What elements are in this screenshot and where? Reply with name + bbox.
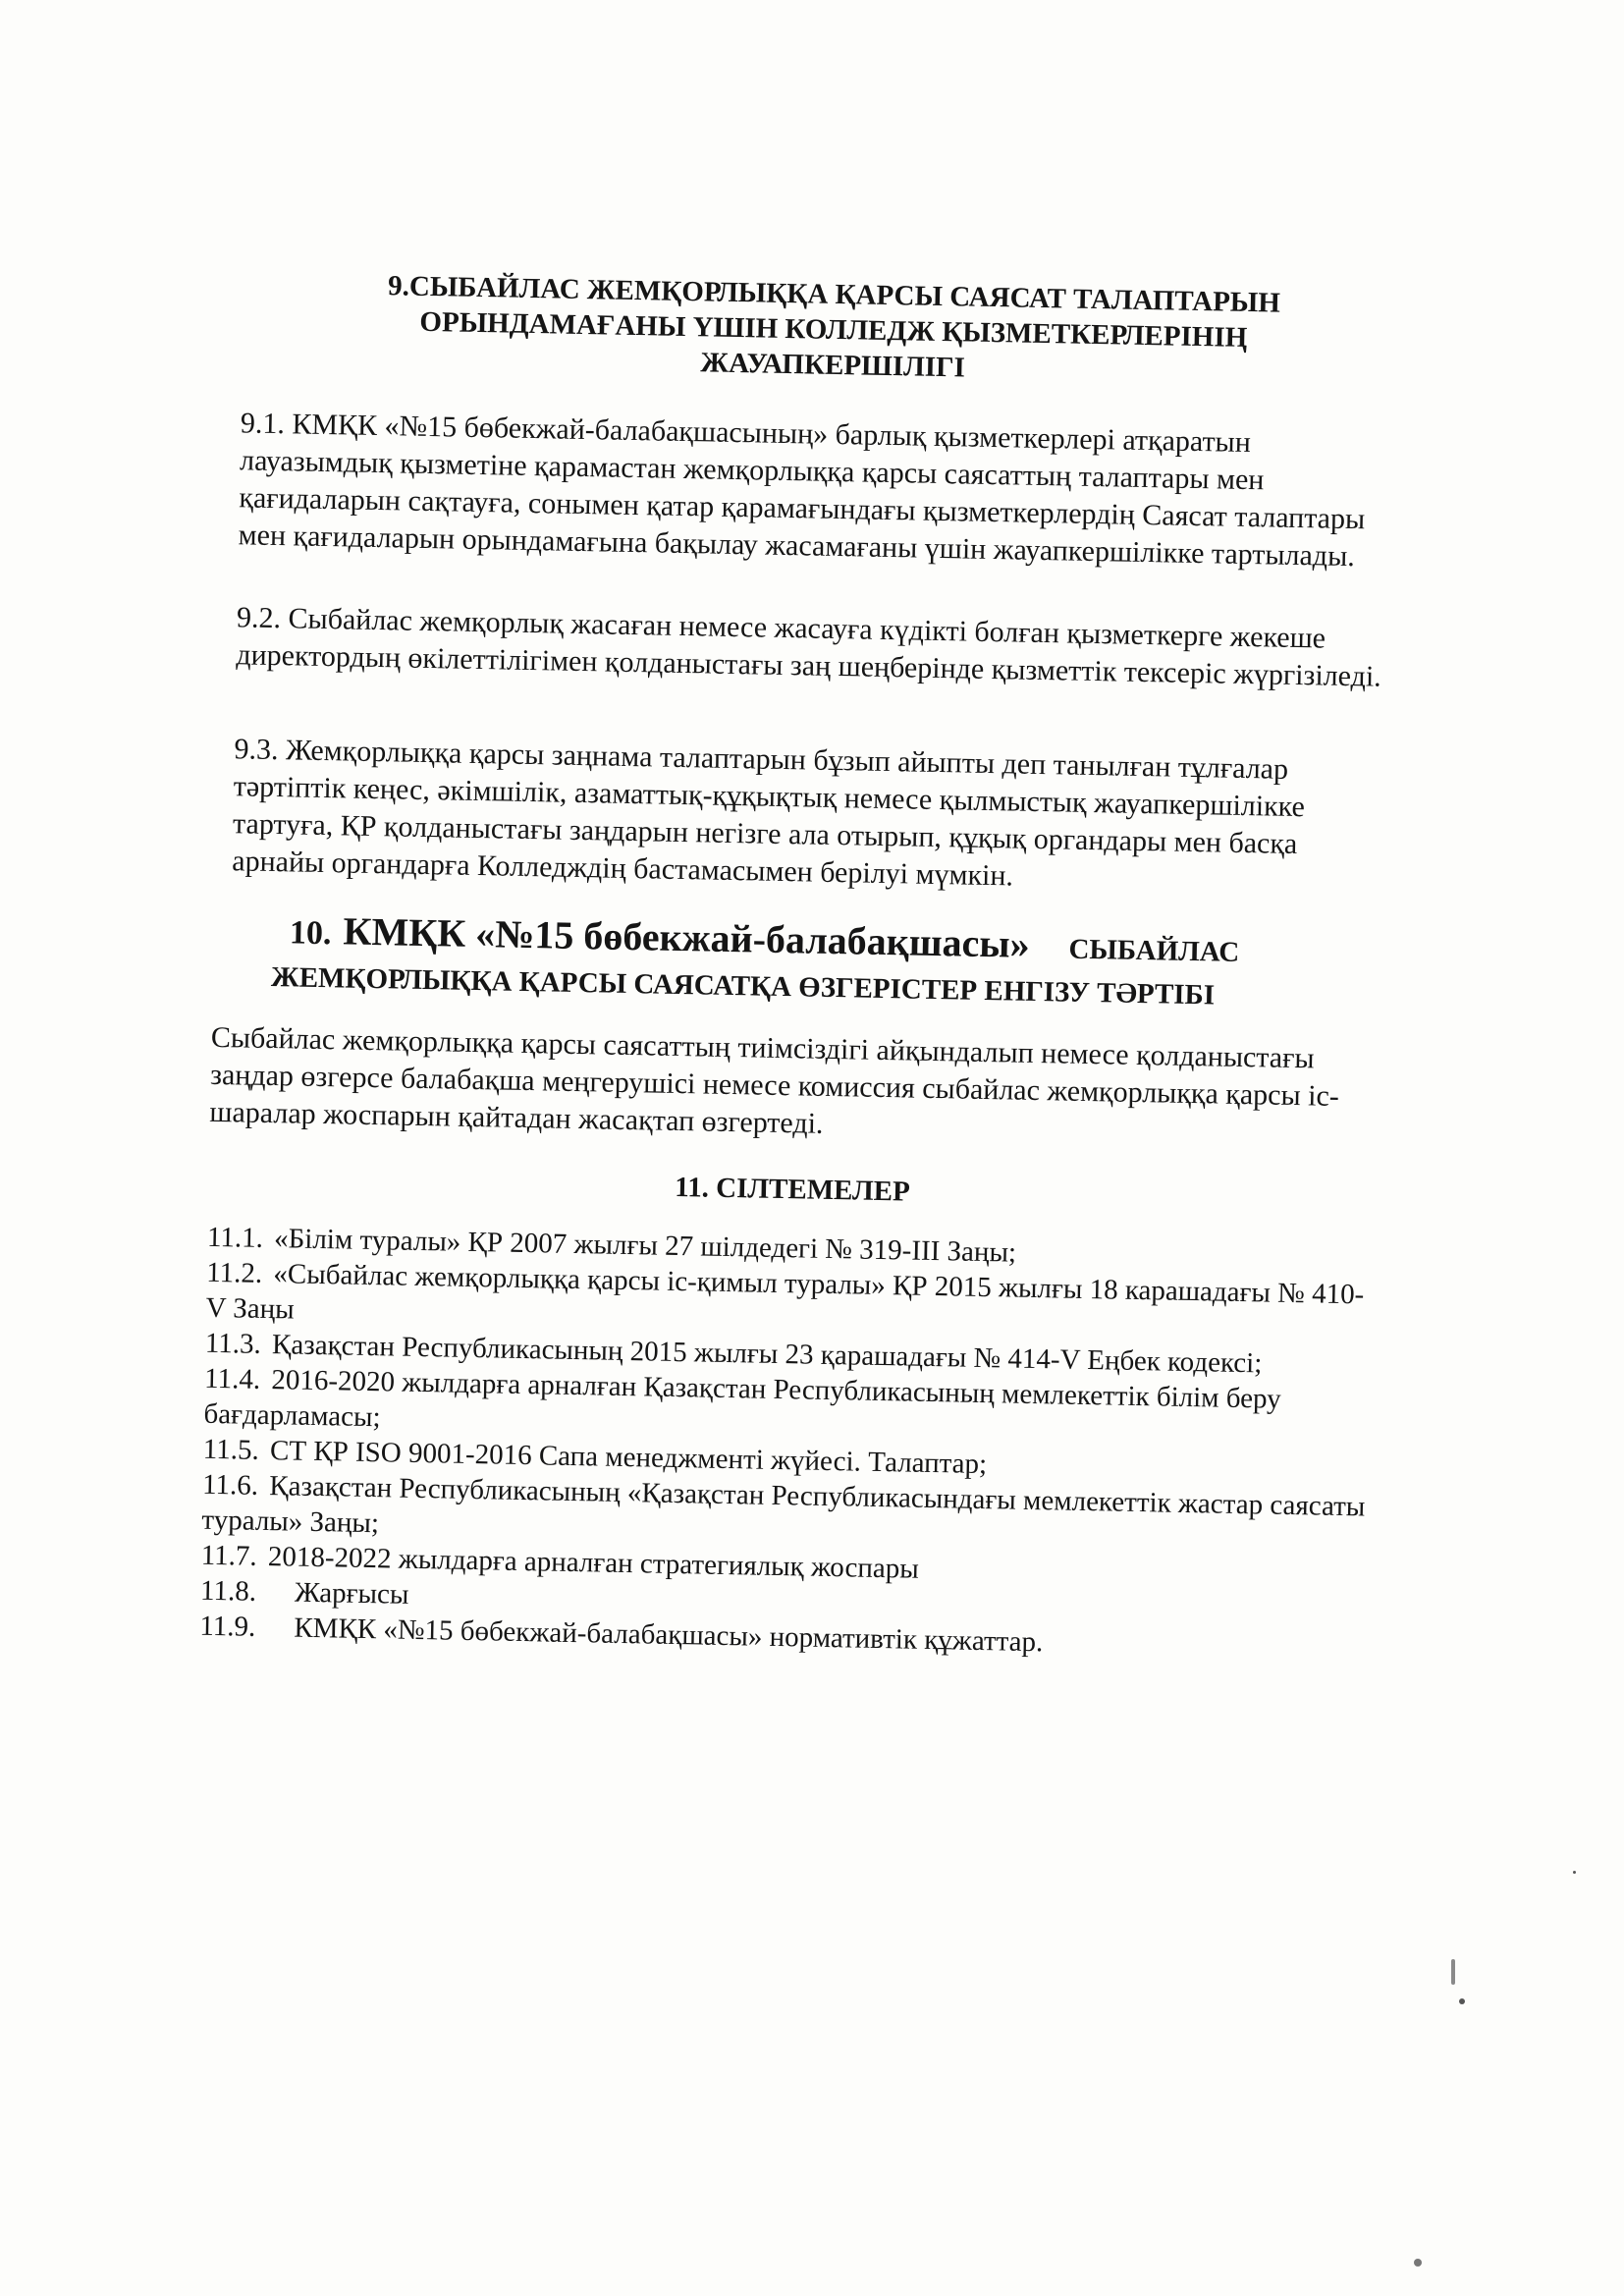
reference-number: 11.8.	[199, 1574, 257, 1608]
section-9-heading-line: ОРЫНДАМАҒАНЫ ҮШІН КОЛЛЕДЖ ҚЫЗМЕТКЕРЛЕРІНІҢ	[419, 305, 1248, 354]
reference-number: 11.3.	[204, 1327, 262, 1360]
scan-speck	[1459, 1998, 1465, 2004]
scan-speck	[1414, 2259, 1422, 2267]
reference-text: 2018-2022 жылдарға арналған стратегиялық жоспары	[267, 1541, 920, 1585]
reference-number: 11.9.	[199, 1610, 256, 1643]
paragraph-10-body: Сыбайлас жемқорлыққа қарсы саясаттың тиімсіздігі айқындалып немесе қолданыстағы заңдар өзгерсе балабақша меңгерушісі немесе комиссия сыбайлас жемқорлыққа қарсы іс-шаралар жоспарын қайтадан жасақтап өзгертеді.	[209, 1020, 1340, 1140]
section-10-title-line2: ЖЕМҚОРЛЫҚҚА ҚАРСЫ САЯСАТҚА ӨЗГЕРІСТЕР ЕНГІЗУ ТӘРТІБІ	[270, 961, 1216, 1011]
section-10-title-main: КМҚК «№15 бөбекжай-балабақшасы»	[343, 908, 1031, 966]
reference-text: Жарғысы	[294, 1576, 409, 1611]
reference-number: 11.5.	[202, 1433, 260, 1466]
reference-text: КМҚК «№15 бөбекжай-балабақшасы» нормативтік құжаттар.	[294, 1612, 1044, 1659]
paragraph-9-1: 9.1. КМҚК «№15 бөбекжай-балабақшасының» барлық қызметкерлері атқаратын лауазымдық қызметіне қарамастан жемқорлыққа қарсы саясаттың талаптары мен қағидаларын сақтауға, сонымен қатар қарамағындағы қызметкерлердің Саясат талаптары мен қағидаларын орындамағына бақылау жасамағаны үшін жауапкершілікке тартылады.	[238, 407, 1366, 574]
section-10-number: 10.	[289, 914, 332, 953]
section-9-heading	[302, 267, 1365, 394]
scan-speck	[1451, 1959, 1455, 1985]
reference-text: «Сыбайлас жемқорлыққа қарсы іс-қимыл туралы» ҚР 2015 жылғы 18 карашадағы № 410-V Заңы	[205, 1258, 1365, 1326]
document-content	[198, 265, 1393, 1695]
reference-number: 11.6.	[201, 1468, 259, 1502]
reference-text: Қазақстан Республикасының 2015 жылғы 23 қарашадағы № 414-V Еңбек кодексі;	[271, 1329, 1263, 1380]
section-10-title-tail: СЫБАЙЛАС	[1068, 933, 1240, 968]
section-9-heading-line: ЖАУАПКЕРШІЛІГІ	[700, 347, 966, 384]
reference-number: 11.4.	[203, 1362, 261, 1395]
reference-number: 11.1.	[206, 1221, 264, 1254]
reference-number: 11.7.	[200, 1539, 258, 1572]
section-11-heading: 11. СІЛТЕМЕЛЕР	[675, 1171, 911, 1208]
reference-text: СТ ҚР ISO 9001-2016 Сапа менеджменті жүйесі. Талаптар;	[269, 1435, 988, 1481]
paragraph-9-3: 9.3. Жемқорлыққа қарсы заңнама талаптарын бұзып айыпты деп танылған тұлғалар тәртіптік кеңес, әкімшілік, азаматтық-құқықтық немесе қылмыстық жауапкершілікке тартуға, ҚР қолданыстағы заңдарын негізге ала отырып, құқық органдары мен басқа арнайы органдарға Колледждің бастамасымен берілуі мүмкін.	[232, 733, 1306, 893]
scan-speck	[1573, 1871, 1576, 1874]
paragraph-9-2: 9.2. Сыбайлас жемқорлық жасаған немесе жасауға күдікті болған қызметкерге жекеше директордың өкілеттілігімен қолданыстағы заң шеңберінде қызметтік тексеріс жүргізіледі.	[236, 601, 1382, 693]
reference-text: Қазақстан Республикасының «Қазақстан Республикасындағы мемлекеттік жастар саясаты туралы» Заңы;	[201, 1470, 1366, 1540]
section-9-heading-line: 9.СЫБАЙЛАС ЖЕМҚОРЛЫҚҚА ҚАРСЫ САЯСАТ ТАЛАПТАРЫН	[387, 270, 1281, 319]
references-list	[199, 1220, 1376, 1667]
reference-number: 11.2.	[205, 1256, 263, 1289]
section-10-heading	[212, 907, 1382, 1020]
reference-text: 2016-2020 жылдарға арналған Қазақстан Республикасының мемлекеттік білім беру бағдарламасы;	[203, 1364, 1281, 1434]
reference-text: «Білім туралы» ҚР 2007 жылғы 27 шілдедегі № 319-III Заңы;	[273, 1223, 1017, 1269]
